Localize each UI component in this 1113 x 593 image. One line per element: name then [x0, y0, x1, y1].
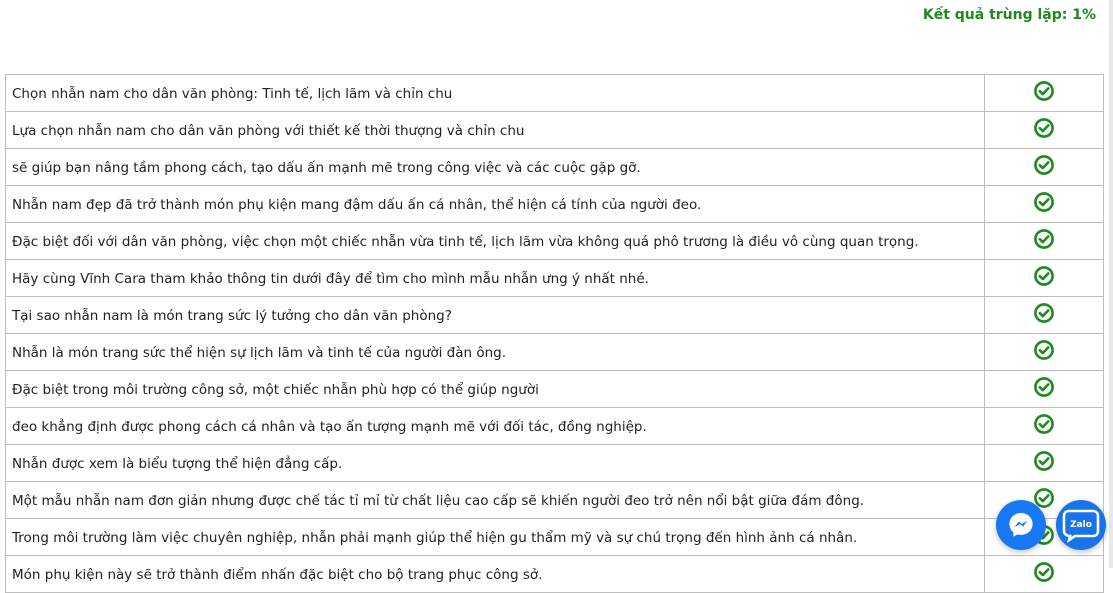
- check-circle-icon: [1033, 117, 1055, 139]
- sentence-cell: Lựa chọn nhẫn nam cho dân văn phòng với thiết kế thời thượng và chỉn chu: [6, 112, 985, 149]
- messenger-button[interactable]: [996, 500, 1046, 550]
- status-cell: [985, 297, 1104, 334]
- sentence-cell: Nhẫn nam đẹp đã trở thành món phụ kiện mang đậm dấu ấn cá nhân, thể hiện cá tính của người đeo.: [6, 186, 985, 223]
- sentence-cell: Tại sao nhẫn nam là món trang sức lý tưởng cho dân văn phòng?: [6, 297, 985, 334]
- zalo-button[interactable]: [1056, 500, 1106, 550]
- table-row: [6, 75, 1104, 112]
- table-row: [6, 260, 1104, 297]
- messenger-icon: [1006, 510, 1036, 540]
- status-cell: [985, 186, 1104, 223]
- check-circle-icon: [1033, 339, 1055, 361]
- duplicate-result-label: Kết quả trùng lặp: 1%: [922, 7, 1096, 23]
- table-row: [6, 297, 1104, 334]
- sentence-cell: Trong môi trường làm việc chuyên nghiệp, nhẫn phải mạnh giúp thể hiện gu thẩm mỹ và sự chú trọng đến hình ảnh cá nhân.: [6, 519, 985, 556]
- zalo-label: Zalo: [1070, 520, 1092, 530]
- sentence-cell: sẽ giúp bạn nâng tầm phong cách, tạo dấu ấn mạnh mẽ trong công việc và các cuộc gặp gỡ.: [6, 149, 985, 186]
- status-cell: [985, 445, 1104, 482]
- sentence-cell: đeo khẳng định được phong cách cá nhân và tạo ấn tượng mạnh mẽ với đối tác, đồng nghiệp.: [6, 408, 985, 445]
- check-circle-icon: [1033, 450, 1055, 472]
- status-cell: [985, 334, 1104, 371]
- check-circle-icon: [1033, 191, 1055, 213]
- status-cell: [985, 371, 1104, 408]
- table-row: [6, 445, 1104, 482]
- status-cell: [985, 223, 1104, 260]
- check-circle-icon: [1033, 413, 1055, 435]
- check-circle-icon: [1033, 154, 1055, 176]
- check-circle-icon: [1033, 265, 1055, 287]
- table-row: [6, 112, 1104, 149]
- status-cell: [985, 556, 1104, 593]
- table-row: [6, 223, 1104, 260]
- status-cell: [985, 408, 1104, 445]
- sentence-cell: Đặc biệt trong môi trường công sở, một chiếc nhẫn phù hợp có thể giúp người: [6, 371, 985, 408]
- table-row: [6, 482, 1104, 519]
- table-row: [6, 371, 1104, 408]
- status-cell: [985, 75, 1104, 112]
- check-circle-icon: [1033, 80, 1055, 102]
- sentence-cell: Món phụ kiện này sẽ trở thành điểm nhấn đặc biệt cho bộ trang phục công sở.: [6, 556, 985, 593]
- table-row: [6, 334, 1104, 371]
- sentence-cell: Nhẫn là món trang sức thể hiện sự lịch lãm và tinh tế của người đàn ông.: [6, 334, 985, 371]
- sentence-table-body: [6, 75, 1104, 593]
- check-circle-icon: [1033, 376, 1055, 398]
- table-row: [6, 186, 1104, 223]
- status-cell: [985, 260, 1104, 297]
- check-circle-icon: [1033, 228, 1055, 250]
- status-cell: [985, 149, 1104, 186]
- table-row: [6, 149, 1104, 186]
- sentence-table-container[interactable]: [5, 74, 1096, 593]
- table-row: [6, 408, 1104, 445]
- sentence-cell: Hãy cùng Vĩnh Cara tham khảo thông tin dưới đây để tìm cho mình mẫu nhẫn ưng ý nhất nhé.: [6, 260, 985, 297]
- sentence-check-table: [5, 74, 1104, 593]
- sentence-cell: Đặc biệt đối với dân văn phòng, việc chọn một chiếc nhẫn vừa tinh tế, lịch lãm vừa không quá phô trương là điều vô cùng quan trọng.: [6, 223, 985, 260]
- check-circle-icon: [1033, 561, 1055, 583]
- check-circle-icon: [1033, 302, 1055, 324]
- scrollbar-track[interactable]: [1109, 0, 1113, 568]
- sentence-cell: Một mẫu nhẫn nam đơn giản nhưng được chế tác tỉ mỉ từ chất liệu cao cấp sẽ khiến người đeo trở nên nổi bật giữa đám đông.: [6, 482, 985, 519]
- sentence-cell: Nhẫn được xem là biểu tượng thể hiện đẳng cấp.: [6, 445, 985, 482]
- sentence-cell: Chọn nhẫn nam cho dân văn phòng: Tinh tế, lịch lãm và chỉn chu: [6, 75, 985, 112]
- status-cell: [985, 112, 1104, 149]
- table-row: [6, 519, 1104, 556]
- table-row: [6, 556, 1104, 593]
